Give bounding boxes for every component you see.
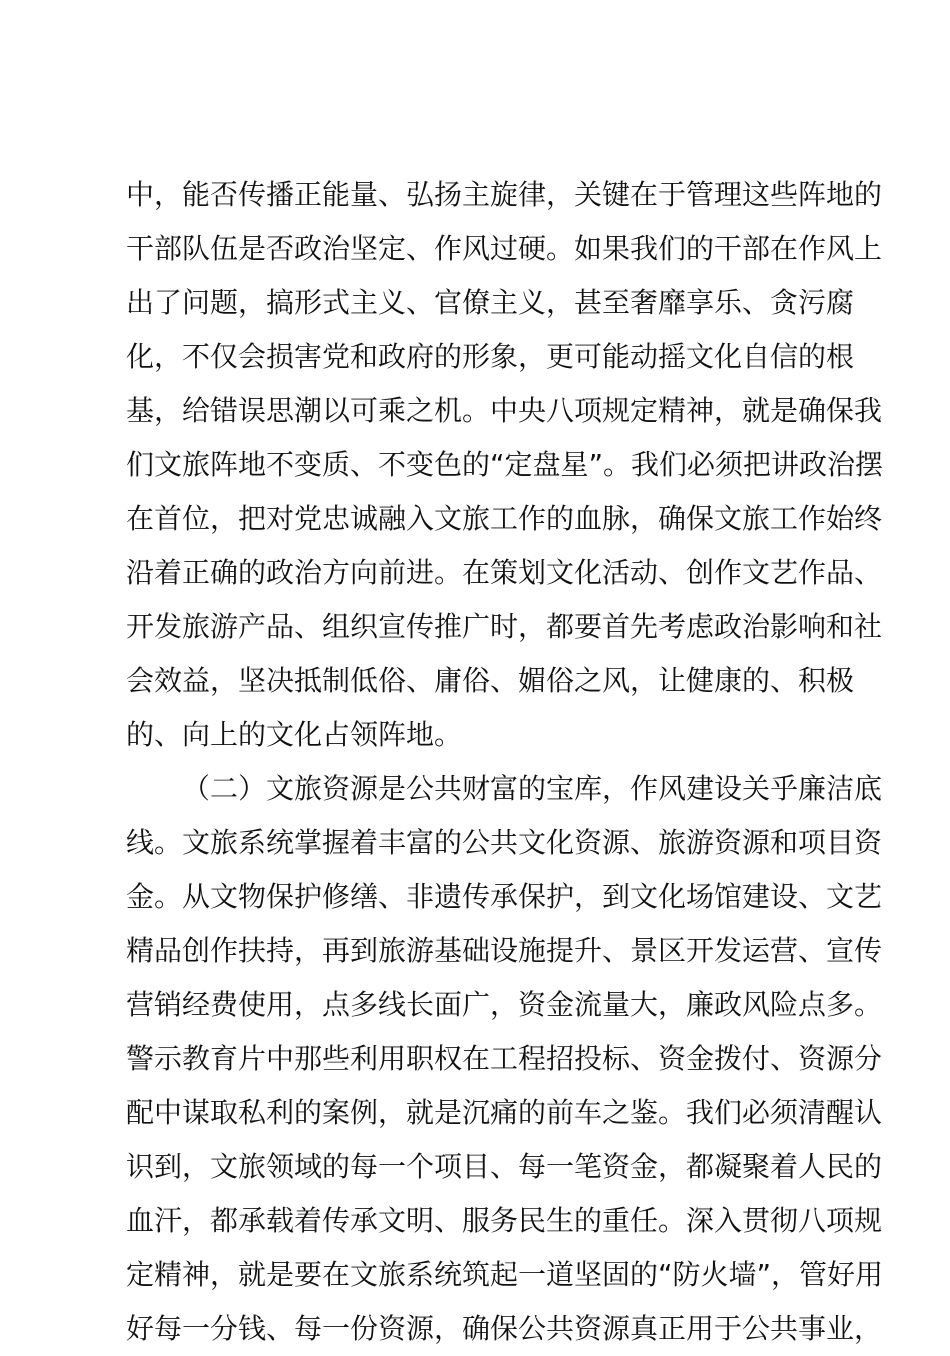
text-line: 金。从文物保护修缮、非遗传承保护，到文化场馆建设、文艺 bbox=[126, 880, 883, 913]
text-line: 基，给错误思潮以可乘之机。中央八项规定精神，就是确保我 bbox=[126, 394, 883, 427]
text-line: 线。文旅系统掌握着丰富的公共文化资源、旅游资源和项目资 bbox=[126, 826, 883, 859]
text-line: 定精神，就是要在文旅系统筑起一道坚固的“防火墙”，管好用 bbox=[126, 1258, 884, 1291]
text-line: 开发旅游产品、组织宣传推广时，都要首先考虑政治影响和社 bbox=[126, 610, 883, 643]
text-line: 精品创作扶持，再到旅游基础设施提升、景区开发运营、宣传 bbox=[126, 934, 883, 967]
section-heading-line: （二）文旅资源是公共财富的宝库，作风建设关乎廉洁底 bbox=[182, 772, 883, 805]
text-line: 在首位，把对党忠诚融入文旅工作的血脉，确保文旅工作始终 bbox=[126, 502, 883, 535]
body-text bbox=[126, 168, 884, 1356]
text-line: 干部队伍是否政治坚定、作风过硬。如果我们的干部在作风上 bbox=[126, 232, 883, 265]
text-line: 识到，文旅领域的每一个项目、每一笔资金，都凝聚着人民的 bbox=[126, 1150, 883, 1183]
text-line: 中，能否传播正能量、弘扬主旋律，关键在于管理这些阵地的 bbox=[126, 178, 883, 211]
text-line: 营销经费使用，点多线长面广，资金流量大，廉政风险点多。 bbox=[126, 988, 883, 1021]
text-line: 的、向上的文化占领阵地。 bbox=[126, 718, 463, 751]
text-line: 沿着正确的政治方向前进。在策划文化活动、创作文艺作品、 bbox=[126, 556, 883, 589]
text-line: 会效益，坚决抵制低俗、庸俗、媚俗之风，让健康的、积极 bbox=[126, 664, 855, 697]
text-line: 血汗，都承载着传承文明、服务民生的重任。深入贯彻八项规 bbox=[126, 1204, 883, 1237]
text-line: 好每一分钱、每一份资源，确保公共资源真正用于公共事业， bbox=[126, 1312, 883, 1345]
text-line: 们文旅阵地不变质、不变色的“定盘星”。我们必须把讲政治摆 bbox=[126, 448, 884, 481]
text-line: 出了问题，搞形式主义、官僚主义，甚至奢靡享乐、贪污腐 bbox=[126, 286, 855, 319]
text-line: 警示教育片中那些利用职权在工程招投标、资金拨付、资源分 bbox=[126, 1042, 883, 1075]
text-line: 化，不仅会损害党和政府的形象，更可能动摇文化自信的根 bbox=[126, 340, 855, 373]
text-line: 配中谋取私利的案例，就是沉痛的前车之鉴。我们必须清醒认 bbox=[126, 1096, 883, 1129]
